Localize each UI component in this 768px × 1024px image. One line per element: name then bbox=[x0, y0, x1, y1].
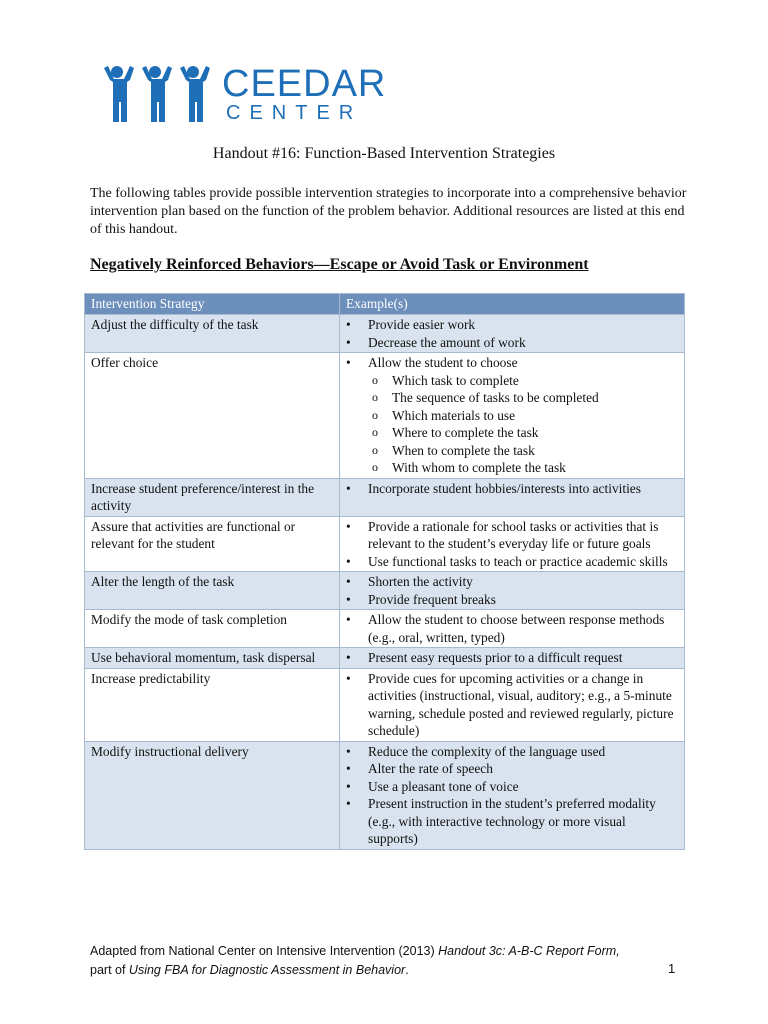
header-strategy: Intervention Strategy bbox=[85, 294, 340, 315]
example-item: • Provide easier work bbox=[346, 316, 678, 334]
page-title: Handout #16: Function-Based Intervention Strategies bbox=[212, 145, 556, 162]
strategy-cell: Use behavioral momentum, task dispersal bbox=[85, 648, 340, 669]
example-item: • Present instruction in the student’s preferred modality (e.g., with interactive technology or more visual supports) bbox=[346, 795, 678, 848]
table-row bbox=[85, 610, 685, 648]
table-row bbox=[85, 478, 685, 516]
example-item: • Use functional tasks to teach or practice academic skills bbox=[346, 553, 678, 571]
example-subitem: o With whom to complete the task bbox=[346, 459, 678, 477]
example-item: • Provide cues for upcoming activities or a change in activities (instructional, visual, auditory; e.g., a 5-minute warning, schedule posted and reviewed regularly, picture schedule) bbox=[346, 670, 678, 740]
example-item: • Use a pleasant tone of voice bbox=[346, 778, 678, 796]
example-subitem: o When to complete the task bbox=[346, 442, 678, 460]
example-item: • Decrease the amount of work bbox=[346, 334, 678, 352]
strategy-cell: Assure that activities are functional or relevant for the student bbox=[85, 516, 340, 572]
example-subitem: o Which task to complete bbox=[346, 372, 678, 390]
ceedar-logo bbox=[100, 62, 387, 126]
examples-cell bbox=[340, 610, 685, 648]
table-row bbox=[85, 648, 685, 669]
strategy-cell: Adjust the difficulty of the task bbox=[85, 315, 340, 353]
footer-handout-title: Handout 3c: A-B-C Report Form, bbox=[438, 944, 620, 958]
examples-cell bbox=[340, 572, 685, 610]
strategy-cell: Modify instructional delivery bbox=[85, 741, 340, 849]
example-subitem: o The sequence of tasks to be completed bbox=[346, 389, 678, 407]
footer-module-title: Using FBA for Diagnostic Assessment in Behavior bbox=[128, 963, 406, 977]
footer-source: Adapted from National Center on Intensive Intervention (2013) bbox=[90, 944, 439, 958]
example-item: • Reduce the complexity of the language used bbox=[346, 743, 678, 761]
strategy-cell: Offer choice bbox=[85, 353, 340, 479]
example-subitem: o Which materials to use bbox=[346, 407, 678, 425]
example-item: • Present easy requests prior to a difficult request bbox=[346, 649, 678, 667]
table-row bbox=[85, 516, 685, 572]
example-item: • Allow the student to choose between response methods (e.g., oral, written, typed) bbox=[346, 611, 678, 646]
table-row bbox=[85, 353, 685, 479]
example-subitem: o Where to complete the task bbox=[346, 424, 678, 442]
example-item: • Shorten the activity bbox=[346, 573, 678, 591]
people-figures-icon bbox=[100, 62, 220, 126]
strategy-cell: Modify the mode of task completion bbox=[85, 610, 340, 648]
footer-line-2 bbox=[90, 961, 690, 980]
table-row bbox=[85, 572, 685, 610]
example-item: • Incorporate student hobbies/interests into activities bbox=[346, 480, 678, 498]
page-number: 1 bbox=[668, 961, 676, 976]
footer-part-of: part of bbox=[90, 963, 129, 977]
header-examples: Example(s) bbox=[340, 294, 685, 315]
examples-cell bbox=[340, 315, 685, 353]
intro-paragraph: The following tables provide possible intervention strategies to incorporate into a comprehensive behavior intervention plan based on the function of the problem behavior. Additional resources are listed at this end of this handout. bbox=[90, 186, 687, 237]
table-row bbox=[85, 315, 685, 353]
logo-word-ceedar: CEEDAR bbox=[222, 63, 387, 105]
examples-cell bbox=[340, 478, 685, 516]
logo-word-center: CENTER bbox=[226, 102, 363, 124]
examples-cell bbox=[340, 353, 685, 479]
table-row bbox=[85, 741, 685, 849]
examples-cell bbox=[340, 668, 685, 741]
examples-cell bbox=[340, 741, 685, 849]
example-item: • Provide a rationale for school tasks or activities that is relevant to the student’s everyday life or future goals bbox=[346, 518, 678, 553]
table-row bbox=[85, 668, 685, 741]
strategy-cell: Increase predictability bbox=[85, 668, 340, 741]
examples-cell bbox=[340, 516, 685, 572]
examples-cell bbox=[340, 648, 685, 669]
table-header-row bbox=[85, 294, 685, 315]
footer-line-1 bbox=[90, 942, 690, 961]
strategy-cell: Increase student preference/interest in the activity bbox=[85, 478, 340, 516]
strategy-table bbox=[84, 293, 685, 850]
example-item: • Allow the student to choose bbox=[346, 354, 678, 372]
footer-citation bbox=[90, 942, 690, 980]
example-item: • Alter the rate of speech bbox=[346, 760, 678, 778]
example-item: • Provide frequent breaks bbox=[346, 591, 678, 609]
section-heading: Negatively Reinforced Behaviors—Escape or Avoid Task or Environment bbox=[90, 256, 589, 273]
footer-period: . bbox=[405, 963, 409, 977]
strategy-cell: Alter the length of the task bbox=[85, 572, 340, 610]
